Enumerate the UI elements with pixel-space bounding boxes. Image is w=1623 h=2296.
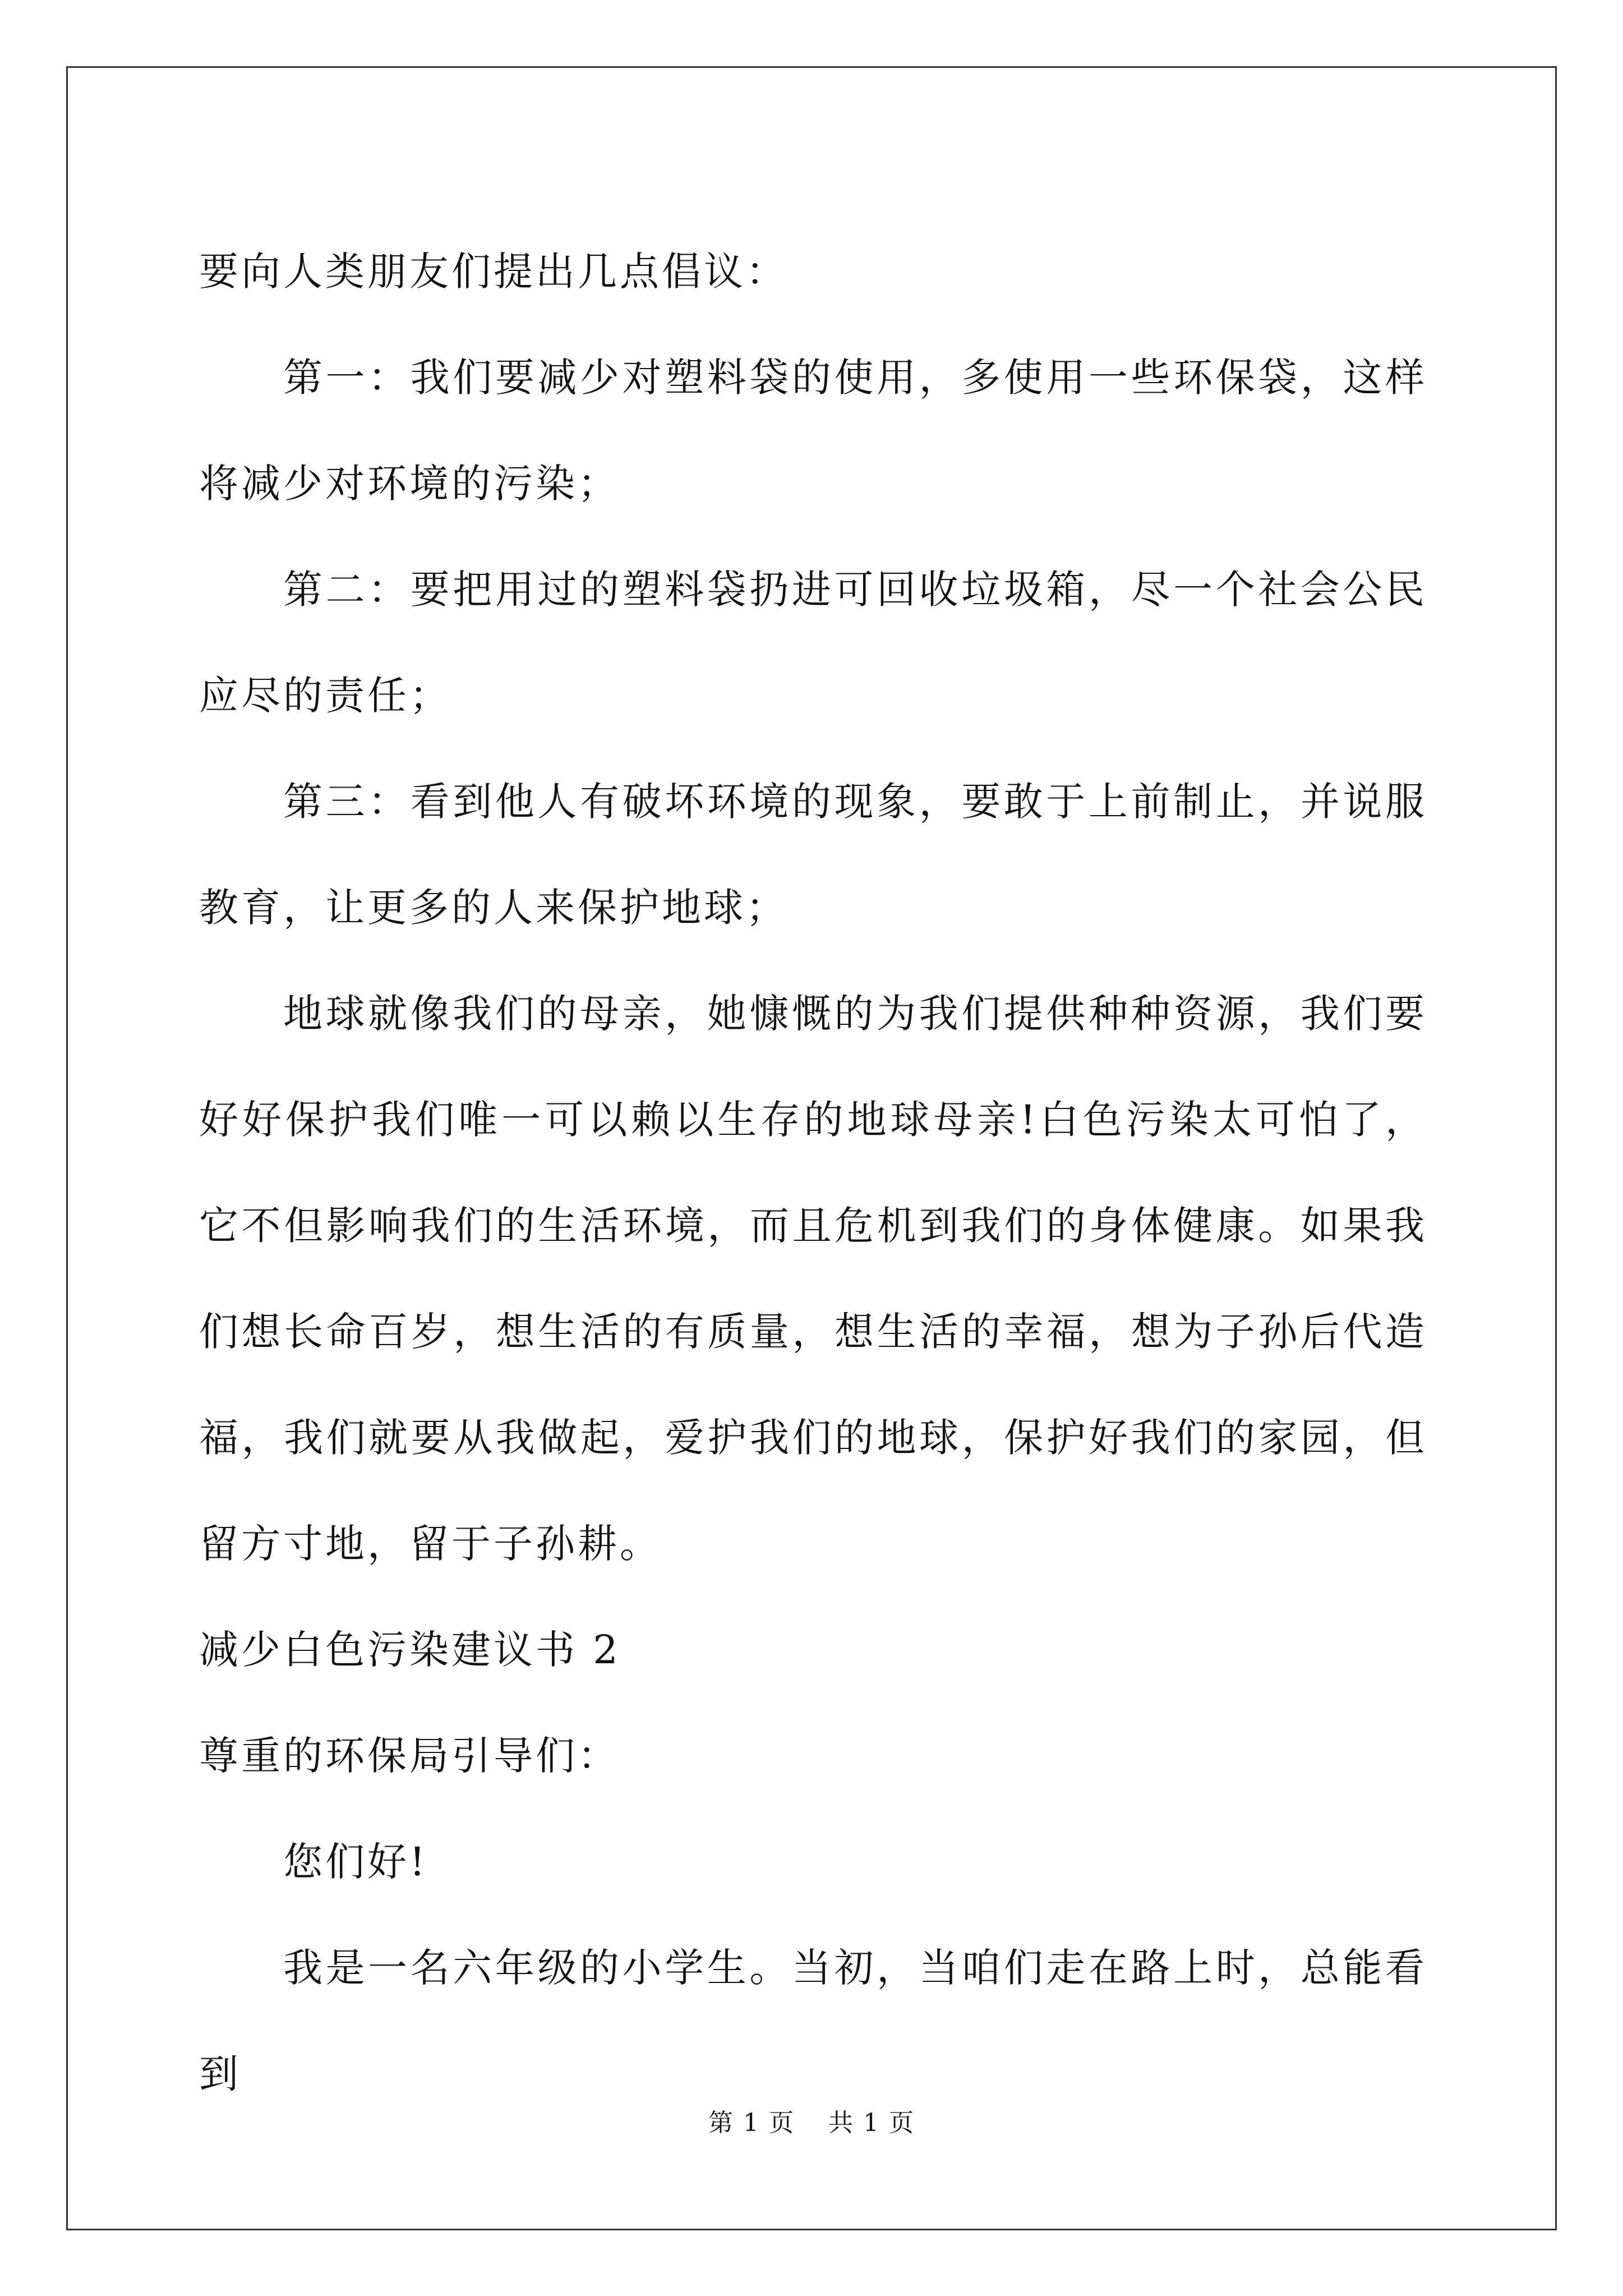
paragraph-introduction: 我是一名六年级的小学生。当初，当咱们走在路上时，总能看到 bbox=[199, 1945, 1427, 2097]
paragraph-proposal-intro: 要向人类朋友们提出几点倡议： bbox=[199, 249, 788, 295]
page-footer bbox=[0, 2106, 1623, 2140]
page-number: 第 1 页 bbox=[708, 2109, 795, 2137]
greeting: 您们好! bbox=[283, 1839, 428, 1885]
document-body bbox=[199, 219, 1427, 2127]
section-title: 减少白色污染建议书 2 bbox=[199, 1627, 621, 1673]
total-pages: 共 1 页 bbox=[828, 2109, 915, 2137]
paragraph-proposal-third: 第三：看到他人有破坏环境的现象，要敢于上前制止，并说服教育，让更多的人来保护地球； bbox=[199, 779, 1427, 931]
salutation: 尊重的环保局引导们： bbox=[199, 1733, 620, 1779]
paragraph-earth-mother: 地球就像我们的母亲，她慷慨的为我们提供种种资源，我们要好好保护我们唯一可以赖以生存的地球母亲!白色污染太可怕了，它不但影响我们的生活环境，而且危机到我们的身体健康。如果我们想长命百岁，想生活的有质量，想生活的幸福，想为子孙后代造福，我们就要从我做起，爱护我们的地球，保护好我们的家园，但留方寸地，留于子孙耕。 bbox=[199, 991, 1427, 1567]
paragraph-proposal-second: 第二：要把用过的塑料袋扔进可回收垃圾箱，尽一个社会公民应尽的责任； bbox=[199, 567, 1427, 719]
paragraph-proposal-first: 第一：我们要减少对塑料袋的使用，多使用一些环保袋，这样将减少对环境的污染； bbox=[199, 355, 1427, 507]
